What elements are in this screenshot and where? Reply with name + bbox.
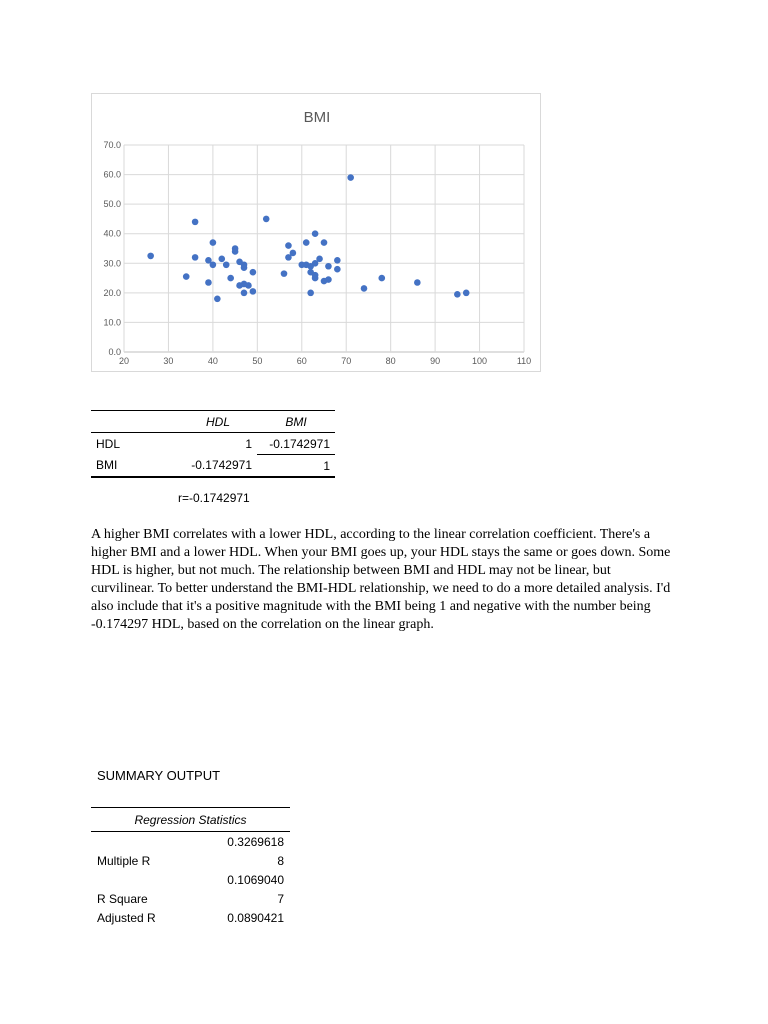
data-point	[227, 275, 234, 282]
data-point	[325, 276, 332, 283]
corr-header-hdl: HDL	[179, 411, 257, 433]
data-point	[183, 273, 190, 280]
data-point	[290, 250, 297, 257]
table-row	[91, 889, 290, 908]
data-point	[210, 239, 217, 246]
data-point	[334, 257, 341, 264]
data-point	[241, 264, 248, 271]
data-point	[223, 261, 230, 268]
reg-row-label: Adjusted R	[97, 910, 156, 925]
data-point	[307, 290, 314, 297]
corr-row-label: BMI	[91, 455, 179, 478]
table-row	[91, 908, 290, 927]
chart-grid	[124, 145, 524, 352]
reg-row-value: 0.3269618	[227, 834, 284, 849]
reg-row-label: Multiple R	[97, 853, 151, 868]
corr-header-blank	[91, 411, 179, 433]
x-tick-label: 90	[430, 356, 441, 366]
reg-row-label: R Square	[97, 891, 148, 906]
data-point	[334, 266, 341, 273]
correlation-table	[91, 410, 335, 478]
reg-row-value: 7	[277, 891, 284, 906]
x-tick-label: 110	[516, 356, 532, 366]
data-point	[347, 174, 354, 181]
data-point	[241, 290, 248, 297]
table-row	[91, 433, 335, 455]
x-tick-label: 50	[252, 356, 263, 366]
x-tick-label: 60	[296, 356, 307, 366]
y-tick-label: 20.0	[103, 287, 121, 298]
data-point	[321, 239, 328, 246]
y-tick-label: 30.0	[103, 258, 121, 269]
reg-row-label	[91, 832, 192, 852]
table-row	[91, 851, 290, 870]
summary-output-title: SUMMARY OUTPUT	[97, 768, 221, 783]
y-tick-label: 60.0	[103, 169, 121, 180]
y-tick-label: 0.0	[108, 347, 121, 357]
data-point	[312, 230, 319, 237]
table-row	[91, 455, 335, 478]
data-point	[250, 269, 257, 276]
data-point	[454, 291, 461, 298]
data-point	[361, 285, 368, 292]
data-point	[232, 248, 239, 255]
y-tick-label: 50.0	[103, 199, 121, 210]
data-point	[263, 216, 270, 223]
data-point	[325, 263, 332, 270]
corr-row-label: HDL	[96, 436, 121, 451]
data-point	[250, 288, 257, 295]
data-point	[414, 279, 421, 286]
corr-header-bmi: BMI	[257, 411, 335, 433]
corr-cell: -0.1742971	[257, 433, 335, 455]
reg-row-value: 0.0890421	[227, 910, 284, 925]
y-tick-label: 70.0	[103, 140, 121, 150]
y-tick-label: 10.0	[103, 317, 121, 328]
corr-cell: 1	[257, 455, 335, 478]
data-point	[281, 270, 288, 277]
regression-table-header: Regression Statistics	[91, 808, 290, 832]
data-point	[147, 253, 154, 260]
x-tick-label: 20	[118, 356, 130, 366]
reg-row-label	[91, 870, 192, 889]
data-point	[192, 219, 199, 226]
reg-row-value: 8	[277, 853, 284, 868]
chart-svg	[92, 94, 542, 373]
data-point	[205, 279, 212, 286]
chart-tick-labels	[103, 140, 531, 366]
corr-cell: 1	[245, 436, 252, 451]
data-point	[192, 254, 199, 261]
data-point	[210, 261, 217, 268]
data-point	[303, 239, 310, 246]
bmi-scatter-chart	[91, 93, 541, 372]
chart-data-points	[147, 174, 469, 302]
data-point	[463, 290, 470, 297]
table-row	[91, 832, 290, 852]
data-point	[218, 256, 225, 263]
corr-cell: -0.1742971	[179, 455, 257, 478]
data-point	[378, 275, 385, 282]
data-point	[285, 242, 292, 249]
x-tick-label: 40	[207, 356, 218, 366]
x-tick-label: 70	[341, 356, 352, 366]
x-tick-label: 80	[385, 356, 396, 366]
data-point	[312, 275, 319, 282]
data-point	[316, 256, 323, 263]
regression-statistics-table	[91, 807, 290, 927]
table-row	[91, 870, 290, 889]
x-tick-label: 30	[163, 356, 174, 366]
reg-row-value: 0.1069040	[227, 872, 284, 887]
chart-title: BMI	[303, 109, 331, 126]
data-point	[214, 295, 221, 302]
data-point	[245, 282, 252, 289]
analysis-paragraph: A higher BMI correlates with a lower HDL, according to the linear correlation coefficient. There's a higher BMI and a lower HDL. When your BMI goes up, your HDL stays the same or goes down. Some HDL is higher, but not much. The relationship between BMI and HDL may not be linear, but curvilinear. To better understand the BMI-HDL relationship, we need to do a more detailed analysis. I'd also include that it's a positive magnitude with the BMI being 1 and negative with the number being -0.174297 HDL, based on the correlation on the linear graph.	[91, 527, 671, 632]
r-value-text: r=-0.1742971	[178, 491, 250, 505]
y-tick-label: 40.0	[103, 228, 121, 239]
x-tick-label: 100	[472, 356, 488, 366]
